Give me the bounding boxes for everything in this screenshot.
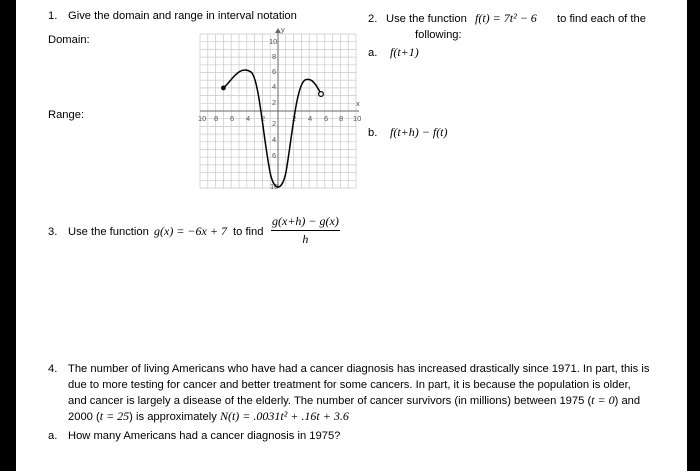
q3-function: g(x) = −6x + 7 (154, 224, 227, 238)
q3-to-find: to find (233, 226, 264, 238)
q4a-label: a. (48, 430, 58, 442)
x-tick-neg4: 4 (246, 114, 251, 123)
y-tick-neg2: 2 (272, 119, 277, 128)
x-tick-neg8: 8 (214, 114, 219, 123)
x-tick-10: 10 (353, 114, 362, 123)
y-tick-neg10: 10 (270, 182, 279, 191)
x-tick-neg6: 6 (230, 114, 235, 123)
y-tick-4: 4 (272, 82, 277, 91)
x-tick-6: 6 (324, 114, 329, 123)
x-tick-neg2: 2 (261, 114, 266, 123)
q2-prompt-end: to find each of the (557, 13, 646, 25)
q2a-expression: f(t+1) (390, 45, 419, 59)
x-axis-label: x (356, 99, 360, 108)
q4a-question: How many Americans had a cancer diagnosis in 1975? (68, 430, 341, 442)
y-tick-10: 10 (269, 37, 278, 46)
q2b-expression: f(t+h) − f(t) (390, 125, 448, 139)
y-tick-2: 2 (272, 98, 277, 107)
x-tick-2: 2 (292, 114, 297, 123)
domain-label: Domain: (48, 34, 90, 46)
q4-t-twentyfive: t = 25 (99, 409, 130, 423)
q2-function: f(t) = 7t² − 6 (475, 11, 537, 25)
q1-number: 1. (48, 10, 58, 22)
y-tick-neg6: 6 (272, 151, 277, 160)
q4-line-3 (68, 393, 640, 408)
difference-quotient (271, 214, 340, 247)
open-endpoint (319, 92, 324, 97)
q4-line-1: The number of living Americans who have had a cancer diagnosis has increased drastically since 1971. In part, this is (68, 363, 650, 375)
q3-number: 3. (48, 226, 58, 238)
q2-following: following: (415, 29, 462, 41)
q2-number: 2. (368, 13, 378, 25)
q3-prompt: Use the function (68, 226, 149, 238)
difference-quotient-numerator: g(x+h) − g(x) (271, 214, 340, 231)
q1-prompt: Give the domain and range in interval notation (68, 10, 297, 22)
q4-model-function: N(t) = .0031t² + .16t + 3.6 (219, 409, 349, 423)
range-label: Range: (48, 109, 85, 121)
y-axis-label: y (281, 26, 285, 34)
q4-line-3-text: and cancer is largely a disease of the elderly. The number of cancer survivors (in millions) between 1975 ( (68, 395, 592, 407)
q4-t-zero: t = 0 (591, 393, 615, 407)
q2-prompt: Use the function (386, 13, 467, 25)
q4-line-3-end: ) and (614, 395, 641, 407)
q4-line-2: due to more testing for cancer and better treatment for some cancers. In part, it is because the population is older, (68, 379, 631, 391)
x-tick-4: 4 (308, 114, 313, 123)
function-graph (195, 26, 365, 192)
y-tick-8: 8 (272, 52, 277, 61)
q2b-label: b. (368, 127, 378, 139)
q4-line-4-start: 2000 ( (68, 411, 100, 423)
q2a-label: a. (368, 47, 378, 59)
y-tick-neg4: 4 (272, 135, 277, 144)
closed-endpoint (221, 86, 226, 91)
x-tick-neg10: 10 (198, 114, 207, 123)
q4-line-4-mid: ) is approximately (129, 411, 217, 423)
difference-quotient-denominator: h (302, 232, 309, 246)
worksheet (16, 0, 687, 471)
q4-line-4 (68, 409, 349, 424)
y-tick-6: 6 (272, 67, 277, 76)
q4-number: 4. (48, 363, 58, 375)
x-tick-8: 8 (339, 114, 344, 123)
